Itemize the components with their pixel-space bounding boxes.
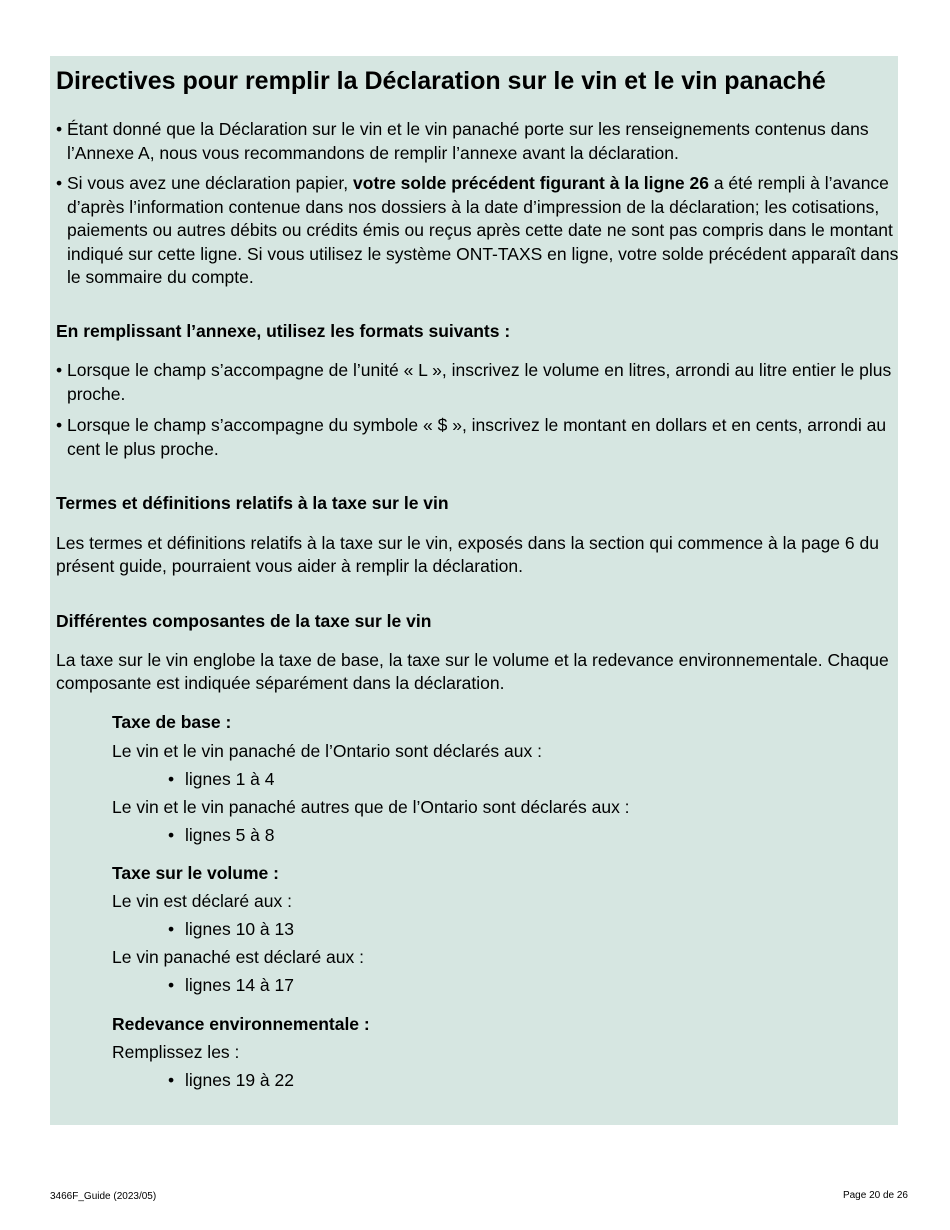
base-tax-ontario-lines: • lignes 1 à 4 [168,769,275,789]
base-tax-other-lines: • lignes 5 à 8 [168,825,275,845]
page-title: Directives pour remplir la Déclaration sur le vin et le vin panaché [56,67,826,95]
base-tax-other-line: Le vin et le vin panaché autres que de l’Ontario sont déclarés aux : [112,797,630,817]
volume-tax-heading: Taxe sur le volume : [112,863,279,883]
volume-tax-cooler-line: Le vin panaché est déclaré aux : [112,947,364,967]
components-paragraph: La taxe sur le vin englobe la taxe de base, la taxe sur le volume et la redevance environnementale. Chaque composante est indiquée séparément dans la déclaration. [56,650,889,693]
format-bullet-litres: • Lorsque le champ s’accompagne de l’unité « L », inscrivez le volume en litres, arrondi au litre entier le plus proche. [56,360,892,404]
volume-tax-wine-line: Le vin est déclaré aux : [112,891,292,911]
volume-tax-cooler-lines: • lignes 14 à 17 [168,975,294,995]
volume-tax-wine-lines: • lignes 10 à 13 [168,919,294,939]
environmental-levy-lines: • lignes 19 à 22 [168,1070,294,1090]
environmental-levy-line: Remplissez les : [112,1042,240,1062]
intro-bullet-paper-return: • Si vous avez une déclaration papier, votre solde précédent figurant à la ligne 26 a été rempli à l’avance d’après l’information contenue dans nos dossiers à la date d’impression de la déclaration; les cotisations, paiements ou autres débits ou crédits émis ou reçus après cette date ne sont pas compris dans le montant indiqué sur cette ligne. Si vous utilisez le système ONT-TAXS en ligne, votre solde précédent apparaît dans le sommaire du compte. [56,173,899,287]
components-heading: Différentes composantes de la taxe sur le vin [56,611,432,631]
terms-paragraph: Les termes et définitions relatifs à la taxe sur le vin, exposés dans la section qui commence à la page 6 du présent guide, pourraient vous aider à remplir la déclaration. [56,533,879,576]
terms-heading: Termes et définitions relatifs à la taxe sur le vin [56,493,449,513]
formats-heading: En remplissant l’annexe, utilisez les formats suivants : [56,321,511,341]
format-bullet-dollars: • Lorsque le champ s’accompagne du symbole « $ », inscrivez le montant en dollars et en cents, arrondi au cent le plus proche. [56,415,887,459]
environmental-levy-heading: Redevance environnementale : [112,1014,370,1034]
base-tax-ontario-line: Le vin et le vin panaché de l’Ontario sont déclarés aux : [112,741,542,761]
form-id-footer: 3466F_Guide (2023/05) [50,1191,157,1202]
base-tax-heading: Taxe de base : [112,712,232,732]
intro-bullet-schedule: • Étant donné que la Déclaration sur le vin et le vin panaché porte sur les renseignements contenus dans l’Annexe A, nous vous recommandons de remplir l’annexe avant la déclaration. [56,119,869,163]
page-number-footer: Page 20 de 26 [842,1190,908,1201]
